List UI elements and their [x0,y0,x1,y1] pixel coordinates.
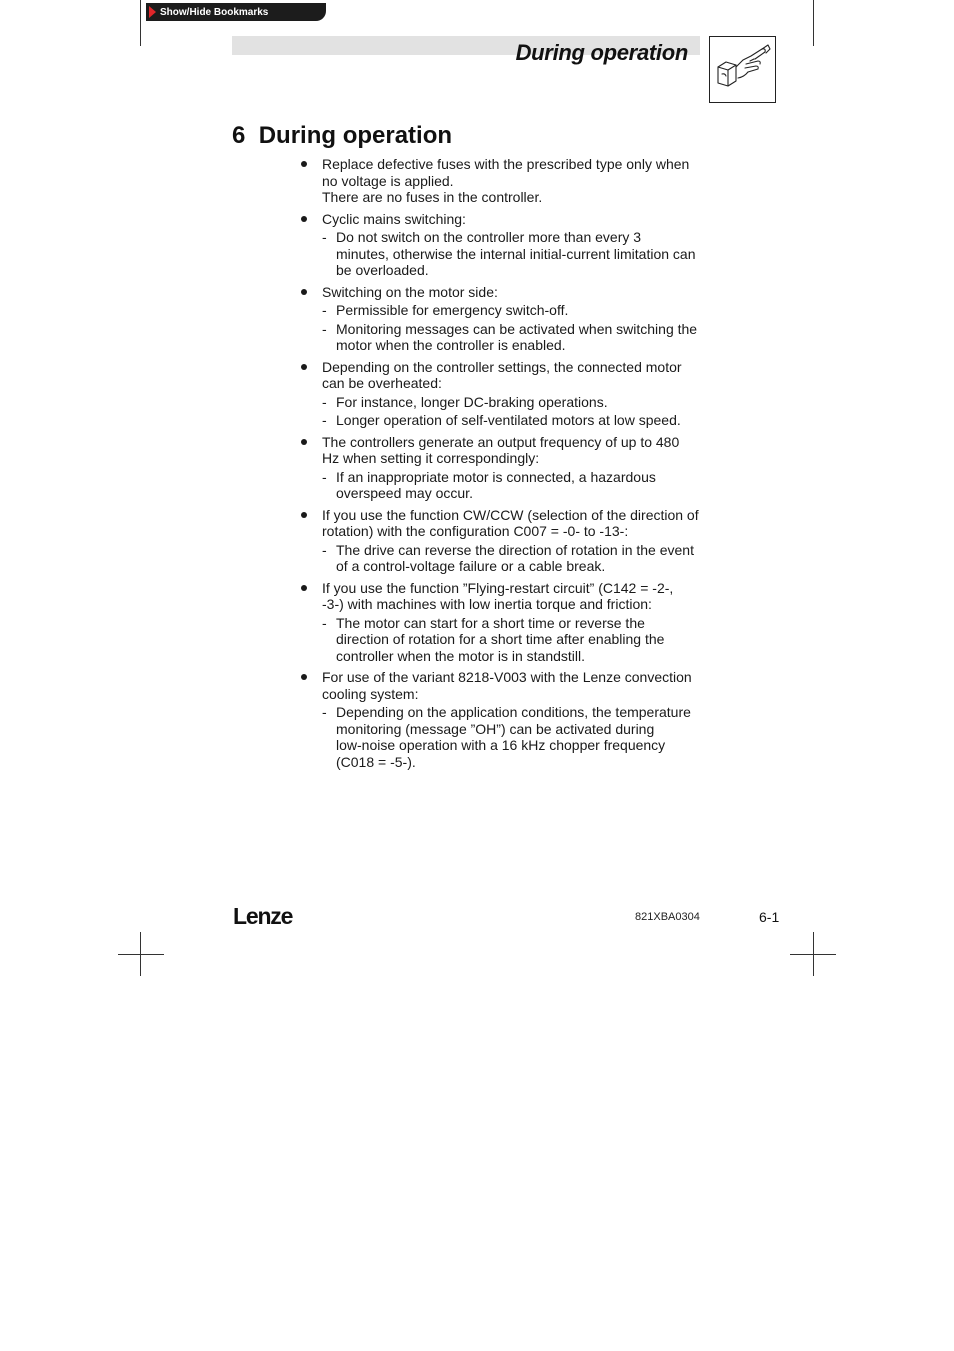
sub-item [322,229,705,279]
dash-marker: - [322,320,327,337]
bullet-list [300,156,705,775]
sub-item-text-line: The motor can start for a short time or reverse the [336,614,645,631]
sub-item-text-line: Permissible for emergency switch-off. [336,302,569,318]
expand-arrow-icon [149,6,156,18]
sub-item [322,412,705,429]
list-item [300,434,705,502]
dash-marker: - [322,229,327,245]
item-text-line: If you use the function CW/CCW (selection of the direction of [322,506,699,523]
bookmarks-label: Show/Hide Bookmarks [160,6,269,18]
sub-item-text-line: low-noise operation with a 16 kHz chopper frequency [336,737,666,753]
item-text-line: no voltage is applied. [322,172,454,189]
sub-item-text-line: Do not switch on the controller more than every 3 [336,229,642,245]
sub-item-text-line: (C018 = -5-). [336,753,416,770]
sub-item-text-line: direction of rotation for a short time after enabling the [336,631,665,647]
dash-marker: - [322,412,327,428]
crop-mark [140,0,141,46]
list-item [300,284,705,354]
sub-item-text-line: For instance, longer DC-braking operations. [336,393,608,410]
dash-marker: - [322,302,327,318]
sub-item-text-line: overspeed may occur. [336,485,473,501]
sub-item [322,615,705,665]
item-text-line: -3-) with machines with low inertia torque and friction: [322,596,652,612]
item-text-line: The controllers generate an output frequency of up to 480 [322,433,680,450]
dash-marker: - [322,393,327,410]
item-text-line: Hz when setting it correspondingly: [322,450,540,466]
chapter-number: 6 [232,122,246,149]
item-text-line: cooling system: [322,685,419,702]
list-item [300,580,705,665]
item-text-line: Switching on the motor side: [322,283,498,300]
sub-item-text-line: Depending on the application conditions, the temperature [336,704,691,720]
item-text-line: Cyclic mains switching: [322,210,466,227]
dash-marker: - [322,541,327,558]
item-text-line: Depending on the controller settings, the connected motor [322,358,682,375]
chapter-title: During operation [258,122,453,149]
dash-marker: - [322,468,327,485]
bullet-icon [301,439,307,445]
sub-item-text-line: Monitoring messages can be activated when switching the [336,320,698,337]
sub-item [322,542,705,575]
sub-item-text-line: controller when the motor is in standstill. [336,647,585,664]
chapter-heading [232,122,452,150]
list-item [300,669,705,770]
item-text-line: Replace defective fuses with the prescribed type only when [322,156,690,172]
dash-marker: - [322,614,327,631]
sub-item [322,469,705,502]
crop-mark [118,954,164,955]
sub-item [322,302,705,319]
sub-item-text-line: minutes, otherwise the internal initial-current limitation can [336,245,696,262]
list-item [300,507,705,575]
item-text-line: If you use the function ”Flying-restart circuit” (C142 = -2-, [322,579,674,596]
list-item [300,211,705,279]
header-icon-box [709,36,776,103]
bullet-icon [301,364,307,370]
crop-mark [140,932,141,976]
document-code: 821XBA0304 [635,911,700,923]
bullet-icon [301,512,307,518]
sub-item-text-line: monitoring (message ”OH”) can be activated during [336,720,655,737]
item-text-line: rotation) with the configuration C007 = -0- to -13-: [322,523,629,539]
running-header-title: During operation [515,40,688,65]
page-number: 6-1 [759,909,780,925]
bullet-icon [301,289,307,295]
sub-item-text-line: If an inappropriate motor is connected, a hazardous [336,468,656,485]
bullet-icon [301,161,307,167]
bullet-icon [301,674,307,680]
item-text-line: can be overheated: [322,375,442,391]
bullet-icon [301,216,307,222]
sub-item-text-line: Longer operation of self-ventilated motors at low speed. [336,412,681,428]
sub-item-text-line: be overloaded. [336,262,429,278]
lenze-logo: Lenze [233,903,293,929]
crop-mark [813,932,814,976]
sub-item-text-line: of a control-voltage failure or a cable break. [336,558,606,574]
sub-item-text-line: The drive can reverse the direction of rotation in the event [336,541,694,558]
crop-mark [813,0,814,46]
list-item [300,359,705,429]
bullet-icon [301,585,307,591]
dash-marker: - [322,704,327,720]
sub-item [322,321,705,354]
item-text-line: There are no fuses in the controller. [322,189,543,205]
sub-item-text-line: motor when the controller is enabled. [336,337,566,353]
sub-item [322,704,705,770]
sub-item [322,394,705,411]
pointing-hand-icon [710,37,775,102]
item-text-line: For use of the variant 8218-V003 with the Lenze convection [322,669,692,685]
list-item [300,156,705,206]
show-hide-bookmarks-button[interactable] [146,3,326,21]
